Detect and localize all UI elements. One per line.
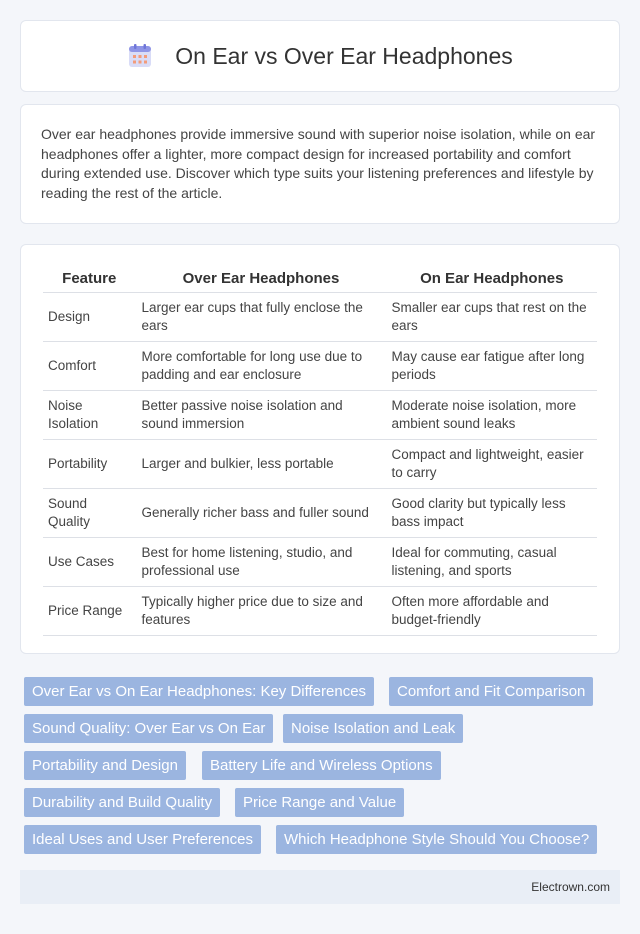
table-row	[43, 488, 597, 537]
calendar-icon	[127, 43, 153, 69]
tag-link[interactable]: Ideal Uses and User Preferences	[24, 825, 261, 854]
on-ear-cell: Often more affordable and budget-friendly	[386, 586, 597, 635]
header-on-ear: On Ear Headphones	[386, 266, 597, 292]
tag-link[interactable]: Which Headphone Style Should You Choose?	[276, 825, 597, 854]
table-row	[43, 341, 597, 390]
tag-link[interactable]: Portability and Design	[24, 751, 186, 780]
on-ear-cell: Compact and lightweight, easier to carry	[386, 439, 597, 488]
on-ear-cell: Moderate noise isolation, more ambient sound leaks	[386, 390, 597, 439]
tag-link[interactable]: Sound Quality: Over Ear vs On Ear	[24, 714, 273, 743]
title-card	[20, 20, 620, 92]
feature-cell: Price Range	[43, 586, 136, 635]
feature-cell: Sound Quality	[43, 488, 136, 537]
on-ear-cell: Ideal for commuting, casual listening, and sports	[386, 537, 597, 586]
comparison-card	[20, 244, 620, 654]
over-ear-cell: Better passive noise isolation and sound immersion	[136, 390, 386, 439]
over-ear-cell: Generally richer bass and fuller sound	[136, 488, 386, 537]
tag-link[interactable]: Noise Isolation and Leak	[283, 714, 463, 743]
over-ear-cell: More comfortable for long use due to padding and ear enclosure	[136, 341, 386, 390]
on-ear-cell: May cause ear fatigue after long periods	[386, 341, 597, 390]
intro-card	[20, 104, 620, 224]
over-ear-cell: Best for home listening, studio, and professional use	[136, 537, 386, 586]
table-row	[43, 390, 597, 439]
over-ear-cell: Larger ear cups that fully enclose the ears	[136, 292, 386, 341]
comparison-table	[43, 266, 597, 636]
feature-cell: Design	[43, 292, 136, 341]
tag-link[interactable]: Over Ear vs On Ear Headphones: Key Differences	[24, 677, 374, 706]
tag-link[interactable]: Price Range and Value	[235, 788, 404, 817]
feature-cell: Portability	[43, 439, 136, 488]
over-ear-cell: Larger and bulkier, less portable	[136, 439, 386, 488]
tag-link[interactable]: Battery Life and Wireless Options	[202, 751, 441, 780]
feature-cell: Comfort	[43, 341, 136, 390]
header-feature: Feature	[43, 266, 136, 292]
on-ear-cell: Smaller ear cups that rest on the ears	[386, 292, 597, 341]
intro-text: Over ear headphones provide immersive sound with superior noise isolation, while on ear headphones offer a lighter, more compact design for increased portability and comfort during extended use. Discover which type suits your listening preferences and lifestyle by reading the rest of the article.	[41, 126, 596, 201]
tag-link[interactable]: Durability and Build Quality	[24, 788, 220, 817]
header-over-ear: Over Ear Headphones	[136, 266, 386, 292]
table-row	[43, 439, 597, 488]
on-ear-cell: Good clarity but typically less bass impact	[386, 488, 597, 537]
table-row	[43, 537, 597, 586]
page-title: On Ear vs Over Ear Headphones	[175, 42, 513, 69]
footer-brand: Electrown.com	[531, 880, 610, 894]
table-row	[43, 292, 597, 341]
feature-cell: Use Cases	[43, 537, 136, 586]
table-header-row	[43, 266, 597, 292]
feature-cell: Noise Isolation	[43, 390, 136, 439]
footer	[20, 870, 620, 904]
tag-link[interactable]: Comfort and Fit Comparison	[389, 677, 593, 706]
over-ear-cell: Typically higher price due to size and features	[136, 586, 386, 635]
table-row	[43, 586, 597, 635]
